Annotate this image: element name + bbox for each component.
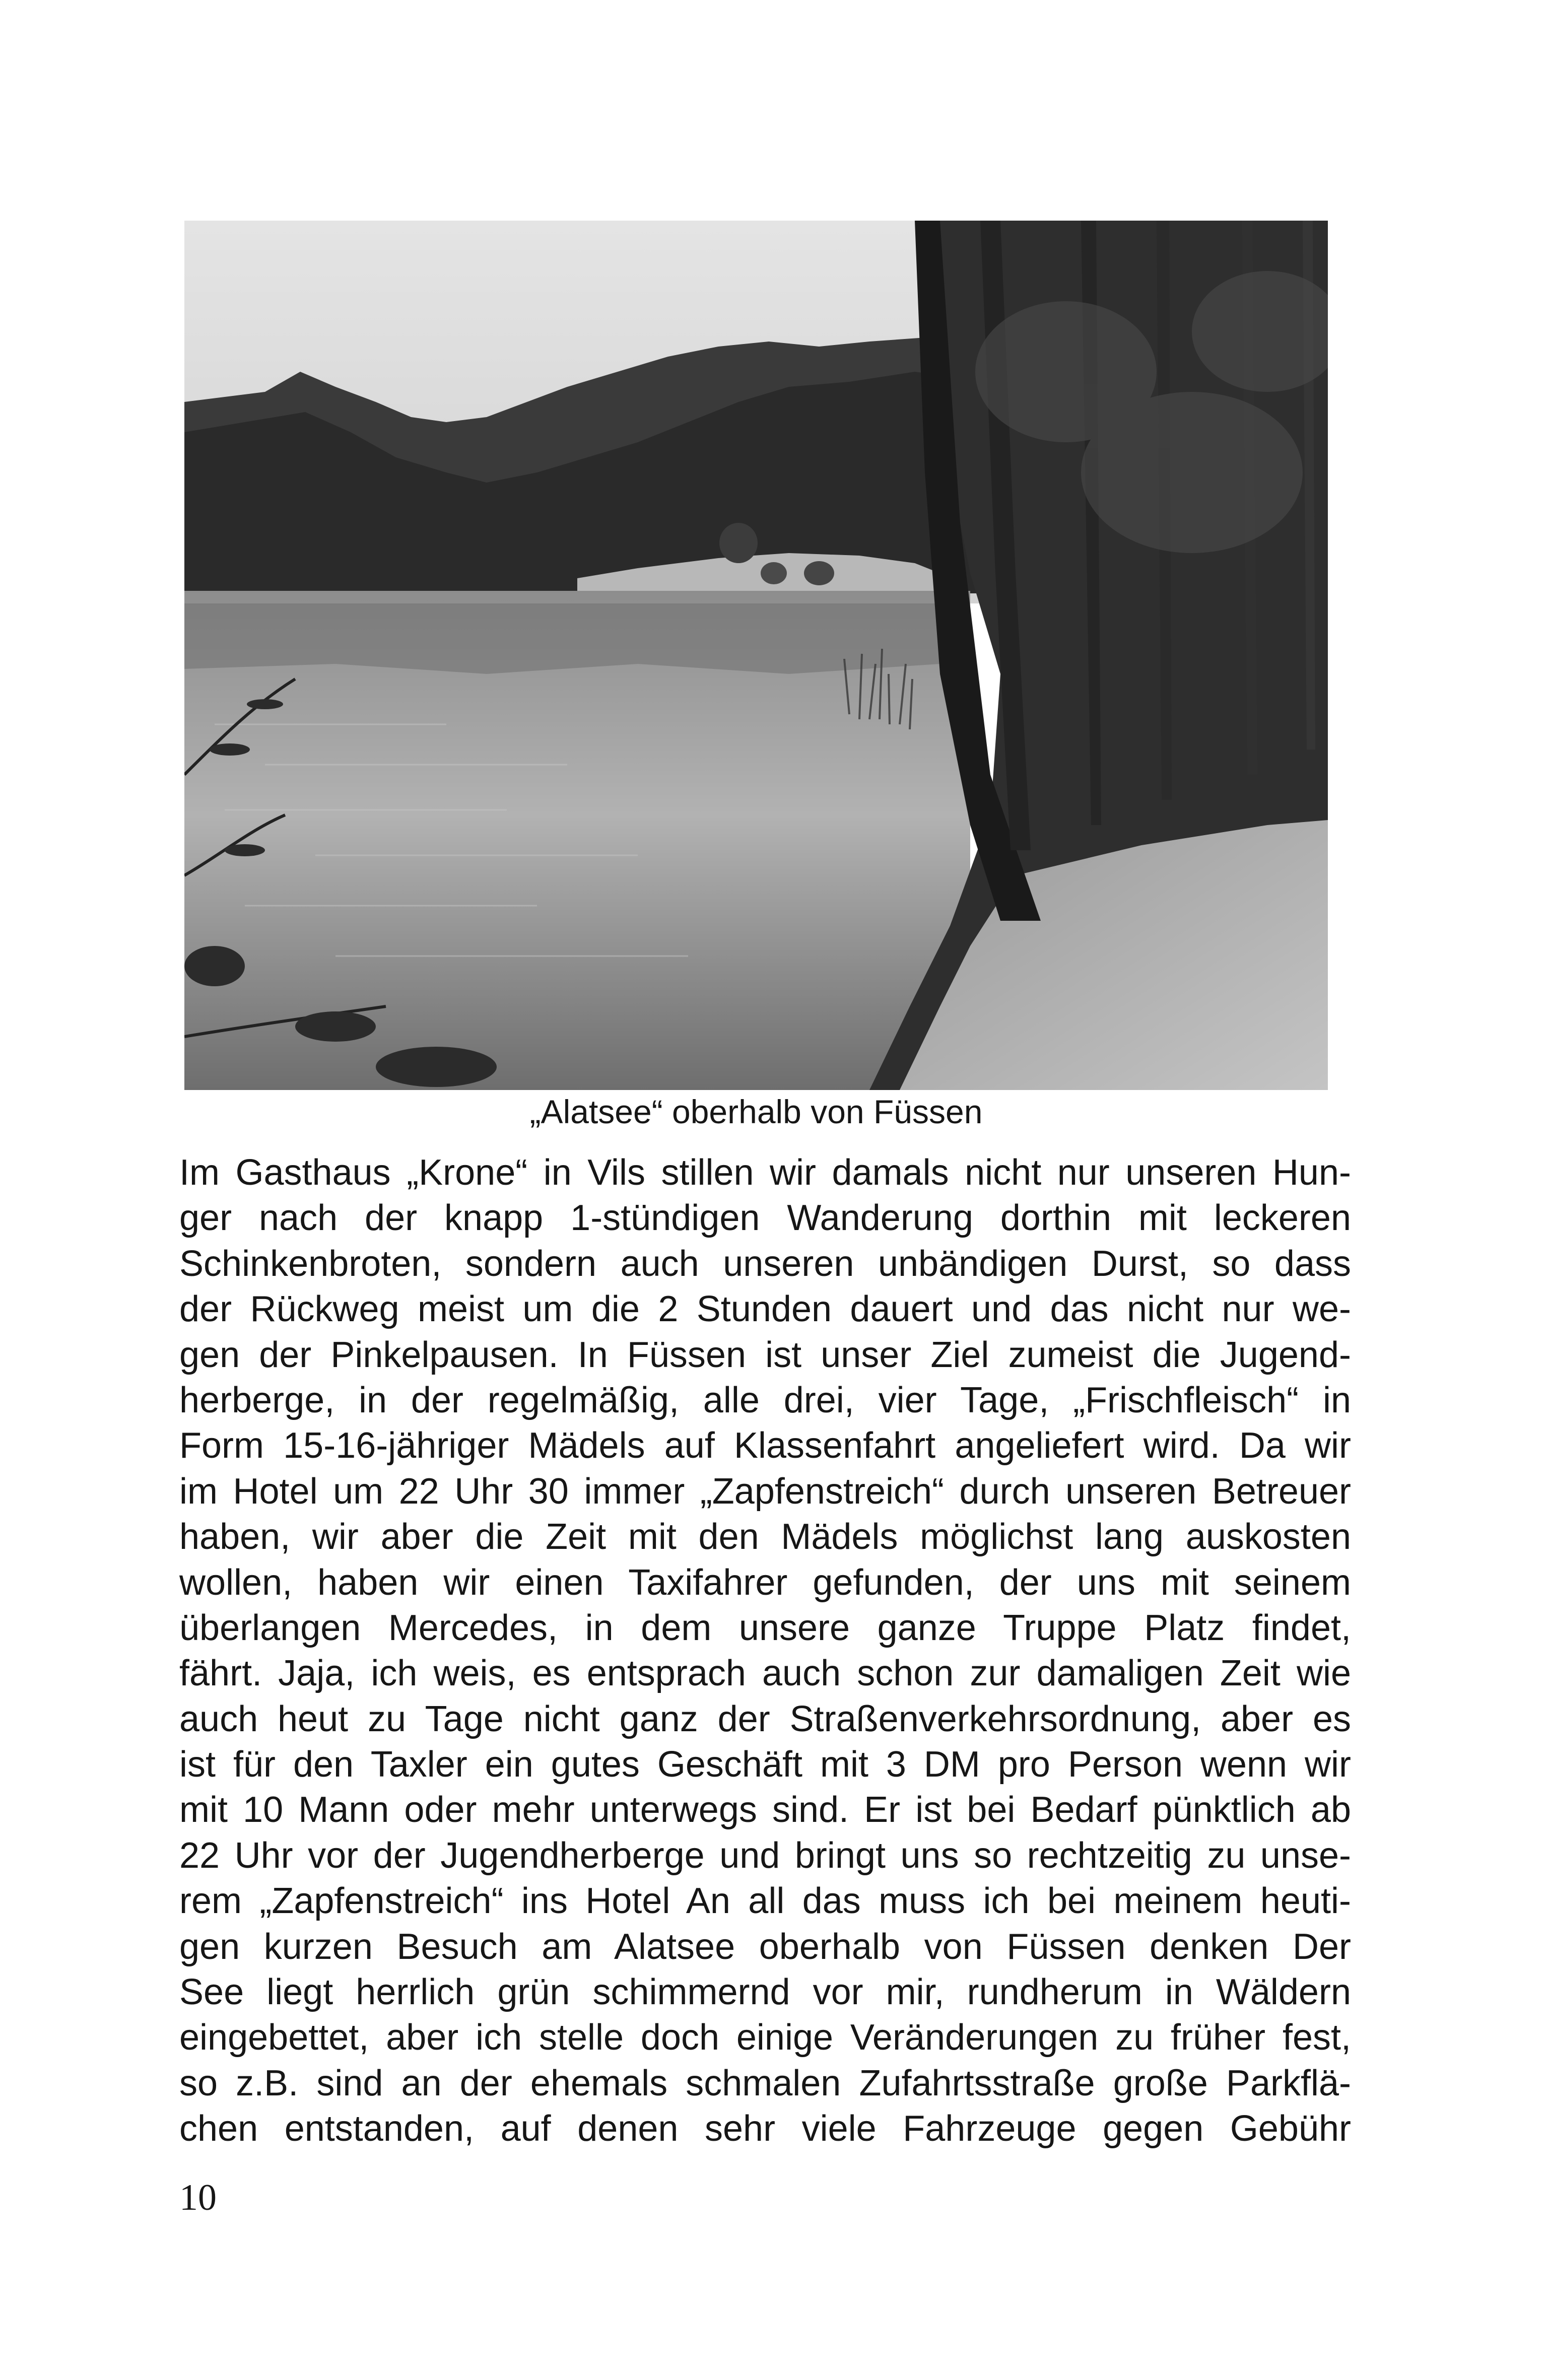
text-line: Im Gasthaus „Krone“ in Vils stillen wir damals nicht nur unseren Hun- [179, 1152, 1351, 1193]
text-line: wollen, haben wir einen Taxifahrer gefunden, der uns mit seinem [179, 1562, 1351, 1603]
text-line: eingebettet, aber ich stelle doch einige Veränderungen zu früher fest, [179, 2017, 1351, 2058]
text-line: mit 10 Mann oder mehr unterwegs sind. Er ist bei Bedarf pünktlich ab [179, 1790, 1351, 1830]
text-line: herberge, in der regelmäßig, alle drei, vier Tage, „Frischfleisch“ in [179, 1380, 1351, 1420]
text-line: überlangen Mercedes, in dem unsere ganze Truppe Platz findet, [179, 1607, 1351, 1648]
text-line: der Rückweg meist um die 2 Stunden dauert und das nicht nur we- [179, 1289, 1351, 1330]
text-line: rem „Zapfenstreich“ ins Hotel An all das muss ich bei meinem heuti- [179, 1881, 1351, 1922]
text-line: gen kurzen Besuch am Alatsee oberhalb von Füssen denken Der [179, 1926, 1351, 1967]
text-line: im Hotel um 22 Uhr 30 immer „Zapfenstreich“ durch unseren Betreuer [179, 1471, 1351, 1512]
text-line: auch heut zu Tage nicht ganz der Straßenverkehrsordnung, aber es [179, 1698, 1351, 1739]
text-line: ist für den Taxler ein gutes Geschäft mit 3 DM pro Person wenn wir [179, 1744, 1351, 1785]
lake-photo [184, 221, 1328, 1090]
text-line: so z.B. sind an der ehemals schmalen Zufahrtsstraße große Parkflä- [179, 2063, 1351, 2103]
text-line: fährt. Jaja, ich weis, es entsprach auch schon zur damaligen Zeit wie [179, 1653, 1351, 1694]
photo-caption: „Alatsee“ oberhalb von Füssen [529, 1093, 983, 1130]
text-line: 22 Uhr vor der Jugendherberge und bringt uns so rechtzeitig zu unse- [179, 1835, 1351, 1876]
text-line: Schinkenbroten, sondern auch unseren unbändigen Durst, so dass [179, 1243, 1351, 1284]
page-number: 10 [179, 2177, 217, 2218]
text-line: Form 15-16-jähriger Mädels auf Klassenfahrt angeliefert wird. Da wir [179, 1425, 1351, 1466]
text-line: haben, wir aber die Zeit mit den Mädels möglichst lang auskosten [179, 1517, 1351, 1557]
text-line: chen entstanden, auf denen sehr viele Fahrzeuge gegen Gebühr [179, 2109, 1351, 2149]
text-line: See liegt herrlich grün schimmernd vor mir, rundherum in Wäldern [179, 1972, 1351, 2013]
text-line: ger nach der knapp 1-stündigen Wanderung dorthin mit leckeren [179, 1198, 1351, 1239]
text-line: gen der Pinkelpausen. In Füssen ist unser Ziel zumeist die Jugend- [179, 1334, 1351, 1375]
body-text [179, 1150, 1351, 2152]
